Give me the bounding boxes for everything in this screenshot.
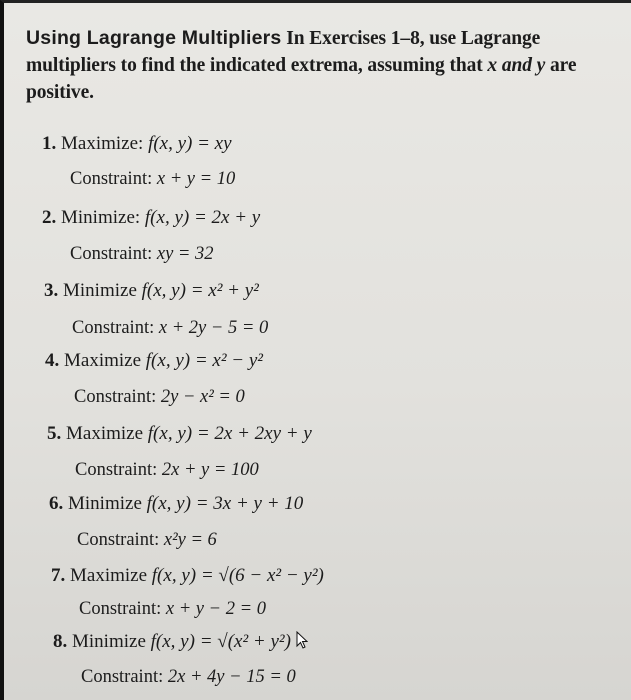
exercise-task: Maximize (70, 565, 148, 586)
exercise-function: f(x, y) = √(6 − x² − y²) (151, 565, 324, 586)
exercise-function: f(x, y) = x² − y² (145, 350, 263, 371)
exercise-7-constraint (79, 597, 266, 621)
exercise-6 (49, 492, 303, 516)
mouse-pointer-icon (296, 631, 306, 647)
section-instructions: In Exercises 1–8, use Lagrange multipliers to find the indicated extrema, assuming that (26, 28, 541, 76)
exercise-3 (44, 279, 259, 303)
exercise-3-constraint (72, 316, 268, 340)
exercise-task: Minimize: (61, 207, 141, 228)
constraint-equation: x²y = 6 (163, 530, 217, 550)
constraint-equation: 2x + y = 100 (161, 460, 259, 480)
exercise-number: 4. (45, 350, 60, 371)
constraint-label: Constraint: (70, 244, 153, 264)
exercise-task: Minimize (63, 280, 137, 301)
section-instructions-end: are positive. (26, 55, 577, 103)
exercise-function: f(x, y) = x² + y² (141, 280, 259, 301)
constraint-label: Constraint: (81, 667, 164, 687)
exercise-task: Maximize: (61, 133, 144, 154)
exercise-number: 2. (42, 207, 57, 228)
exercise-7 (51, 564, 324, 588)
constraint-label: Constraint: (75, 460, 158, 480)
constraint-equation: x + y = 10 (156, 169, 236, 189)
constraint-equation: 2y − x² = 0 (160, 387, 245, 407)
exercise-6-constraint (77, 528, 217, 552)
exercise-task: Maximize (64, 350, 142, 371)
exercise-number: 5. (47, 423, 62, 444)
constraint-equation: 2x + 4y − 15 = 0 (167, 667, 296, 687)
exercise-function: f(x, y) = xy (148, 133, 232, 154)
exercise-function: f(x, y) = √(x² + y²) (150, 631, 291, 652)
exercise-2 (42, 206, 260, 230)
exercise-8 (53, 630, 306, 654)
exercise-section-header (26, 25, 626, 106)
exercise-1 (42, 132, 232, 156)
exercise-task: Minimize (72, 631, 146, 652)
constraint-label: Constraint: (79, 599, 162, 619)
exercise-5-constraint (75, 458, 259, 482)
exercise-number: 3. (44, 280, 59, 301)
exercise-4 (45, 349, 263, 373)
exercise-task: Minimize (68, 493, 142, 514)
constraint-label: Constraint: (74, 387, 157, 407)
constraint-equation: x + y − 2 = 0 (165, 599, 266, 619)
exercise-number: 6. (49, 493, 64, 514)
constraint-label: Constraint: (77, 530, 160, 550)
constraint-label: Constraint: (72, 318, 155, 338)
section-instructions-vars: x and y (487, 55, 546, 76)
exercise-1-constraint (70, 167, 235, 191)
exercise-function: f(x, y) = 2x + 2xy + y (147, 423, 312, 444)
exercise-number: 7. (51, 565, 66, 586)
exercise-8-constraint (81, 665, 296, 689)
exercise-4-constraint (74, 385, 245, 409)
section-title: Using Lagrange Multipliers (26, 27, 282, 49)
constraint-equation: x + 2y − 5 = 0 (158, 318, 269, 338)
constraint-equation: xy = 32 (156, 244, 214, 264)
exercise-task: Maximize (66, 423, 144, 444)
exercise-function: f(x, y) = 2x + y (144, 207, 261, 228)
exercise-5 (47, 422, 312, 446)
exercise-function: f(x, y) = 3x + y + 10 (146, 493, 304, 514)
exercise-2-constraint (70, 242, 214, 266)
exercise-number: 8. (53, 631, 68, 652)
constraint-label: Constraint: (70, 169, 153, 189)
exercise-number: 1. (42, 133, 57, 154)
